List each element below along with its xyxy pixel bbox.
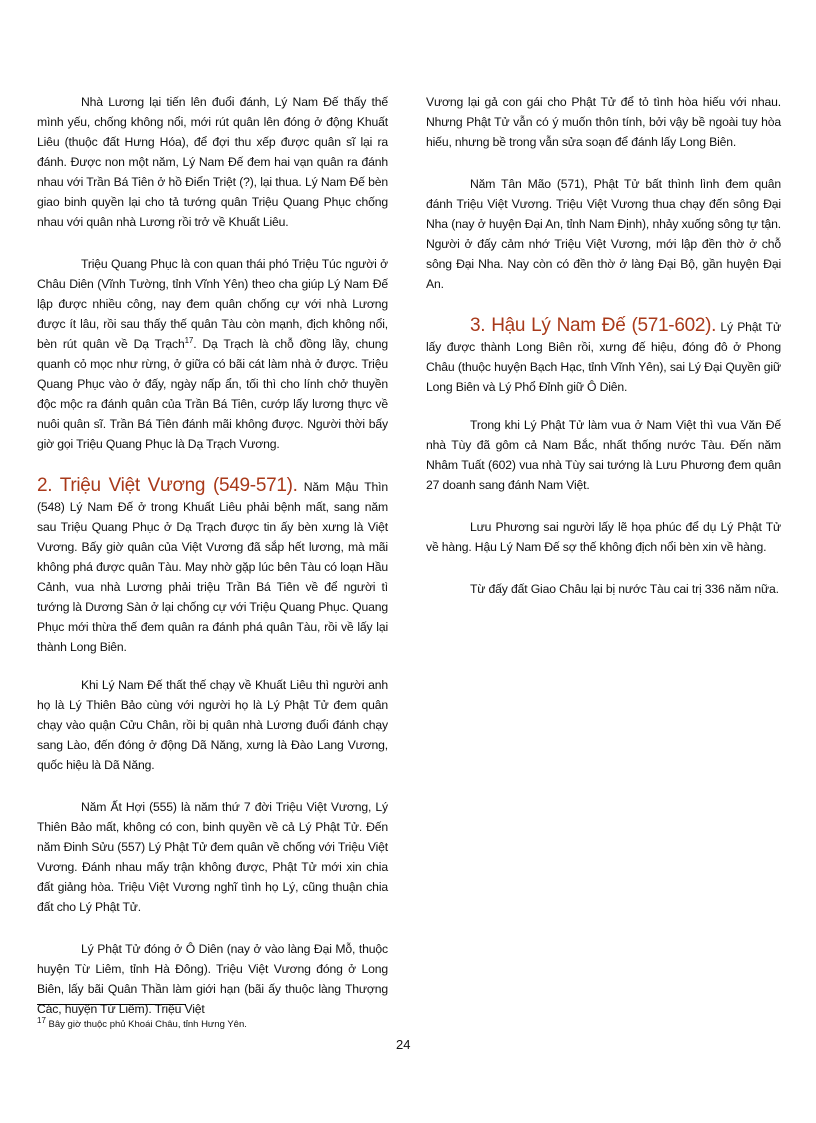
paragraph: Trong khi Lý Phật Tử làm vua ở Nam Việt thì vua Văn Đế nhà Tùy đã gôm cả Nam Bắc, nhất thống nước Tàu. Đến năm Nhâm Tuất (602) vua nhà Tùy sai tướng là Lưu Phương đem quân 27 doanh sang đánh Nam Việt.	[426, 418, 781, 492]
section-paragraph	[426, 316, 781, 397]
page-number: 24	[396, 1037, 411, 1052]
paragraph: Lưu Phương sai người lấy lẽ họa phúc để dụ Lý Phật Tử về hàng. Hậu Lý Nam Đế sợ thế không địch nổi bèn xin về hàng.	[426, 520, 781, 554]
paragraph: Khi Lý Nam Đế thất thế chạy về Khuất Liêu thì người anh họ là Lý Thiên Bảo cùng với người họ là Lý Phật Tử đem quân chạy vào quận Cửu Chân, rồi bị quân nhà Lương đuổi đánh chạy sang Lào, đến đóng ở động Dã Năng, xưng là Đào Lang Vương, quốc hiệu là Dã Năng.	[37, 678, 388, 772]
paragraph: Vương lại gả con gái cho Phật Tử để tỏ tình hòa hiếu với nhau. Nhưng Phật Tử vẫn có ý muốn thôn tính, bởi vậy bề ngoài tuy hòa hiếu, nhưng bề trong vẫn sửa soạn để đánh lấy Long Biên.	[426, 95, 781, 149]
paragraph-text: . Dạ Trạch là chỗ đồng lầy, chung quanh cỏ mọc như rừng, ở giữa có bãi cát làm nhà ở được. Triệu Quang Phục vào ở đấy, ngày nấp ẩn, tối thì cho lính chở thuyền độc mộc ra đánh quân của Trần Bá Tiên, cướp lấy lương thực về nuôi quân sĩ. Trần Bá Tiên đánh mãi không được. Người thời bấy giờ gọi Triệu Quang Phục là Dạ Trạch Vương.	[37, 337, 388, 451]
footnote	[37, 1015, 247, 1030]
paragraph: Lý Phật Tử đóng ở Ô Diên (nay ở vào làng Đại Mỗ, thuộc huyện Từ Liêm, tỉnh Hà Đông). Triệu Việt Vương đóng ở Long Biên, lấy bãi Quân Thần làm giới hạn (bãi ấy thuộc làng Thượng Các, huyện Từ Liêm). Triệu Việt	[37, 942, 388, 1016]
section-heading: 2. Triệu Việt Vương (549-571).	[37, 475, 298, 496]
footnote-mark: 17	[37, 1015, 46, 1025]
paragraph: Nhà Lương lại tiến lên đuổi đánh, Lý Nam Đế thấy thế mình yếu, chống không nổi, mới rút quân lên đóng ở động Khuất Liêu (thuộc đất Hưng Hóa), để đợi thu xếp được quân sĩ lại ra đánh. Được non một năm, Lý Nam Đế đem hai vạn quân ra đánh nhau với Trần Bá Tiên ở hồ Điển Triệt (?), lại thua. Lý Nam Đế bèn giao binh quyền lại cho tả tướng quân Triệu Quang Phục chống nhau với quân nhà Lương rồi trở về Khuất Liêu.	[37, 95, 388, 229]
paragraph: Năm Tân Mão (571), Phật Tử bất thình lình đem quân đánh Triệu Việt Vương. Triệu Việt Vương thua chạy đến sông Đại Nha (nay ở huyện Đại An, tỉnh Nam Định), nhảy xuống sông tự tận. Người ở đấy cảm nhớ Triệu Việt Vương, mới lập đền thờ ở chỗ sông Đại Nha. Nay còn có đền thờ ở làng Đại Bộ, gần huyện Đại An.	[426, 177, 781, 291]
section-paragraph	[37, 476, 388, 657]
paragraph: Năm Ất Hợi (555) là năm thứ 7 đời Triệu Việt Vương, Lý Thiên Bảo mất, không có con, binh quyền về cả Lý Phật Tử. Đến năm Đinh Sửu (557) Lý Phật Tử đem quân về chống với Triệu Việt Vương. Đánh nhau mấy trận không được, Phật Tử mới xin chia đất giảng hòa. Triệu Việt Vương nghĩ tình họ Lý, cũng thuận chia đất cho Lý Phật Tử.	[37, 800, 388, 914]
paragraph: Từ đấy đất Giao Châu lại bị nước Tàu cai trị 336 năm nữa.	[470, 582, 779, 596]
paragraph	[37, 254, 388, 454]
right-column	[426, 92, 781, 621]
paragraph-text: Lý Phật Tử lấy được thành Long Biên rồi, xưng đế hiệu, đóng đô ở Phong Châu (thuộc huyện Bạch Hạc, tỉnh Vĩnh Yên), sai Lý Đại Quyền giữ Long Biên và Lý Phổ Đỉnh giữ Ô Diên.	[426, 320, 781, 394]
section-heading: 3. Hậu Lý Nam Đế (571-602).	[470, 315, 717, 336]
paragraph-text: Năm Mậu Thìn (548) Lý Nam Đế ở trong Khuất Liêu phải bệnh mất, sang năm sau Triệu Quang Phục ở Dạ Trạch được tin ấy bèn xưng là Việt Vương. Bấy giờ quân của Việt Vương đã sắp hết lương, mà mãi không phá được quân Tàu. May nhờ gặp lúc bên Tàu có loạn Hầu Cảnh, vua nhà Lương phải triệu Trần Bá Tiên về để người tì tướng là Dương Sàn ở lại chống cự với Triệu Quang Phục. Quang Phục mới thừa thế đem quân ra đánh phá quân Tàu, rồi về lấy lại thành Long Biên.	[37, 480, 388, 654]
paragraph-text: Triệu Quang Phục là con quan thái phó Triệu Túc người ở Châu Diên (Vĩnh Tường, tỉnh Vĩnh Yên) theo cha giúp Lý Nam Đế lập được nhiều công, nay đem quân chống cự với nhà Lương được ít lâu, rồi sau thấy thế quân Tàu còn mạnh, địch không nổi, bèn rút quân về Dạ Trạch	[37, 257, 388, 351]
footnote-divider	[37, 1004, 186, 1005]
footnote-reference[interactable]: 17	[184, 335, 194, 345]
footnote-text: Bây giờ thuộc phủ Khoái Châu, tỉnh Hưng Yên.	[45, 1019, 247, 1030]
left-column	[37, 92, 388, 1041]
